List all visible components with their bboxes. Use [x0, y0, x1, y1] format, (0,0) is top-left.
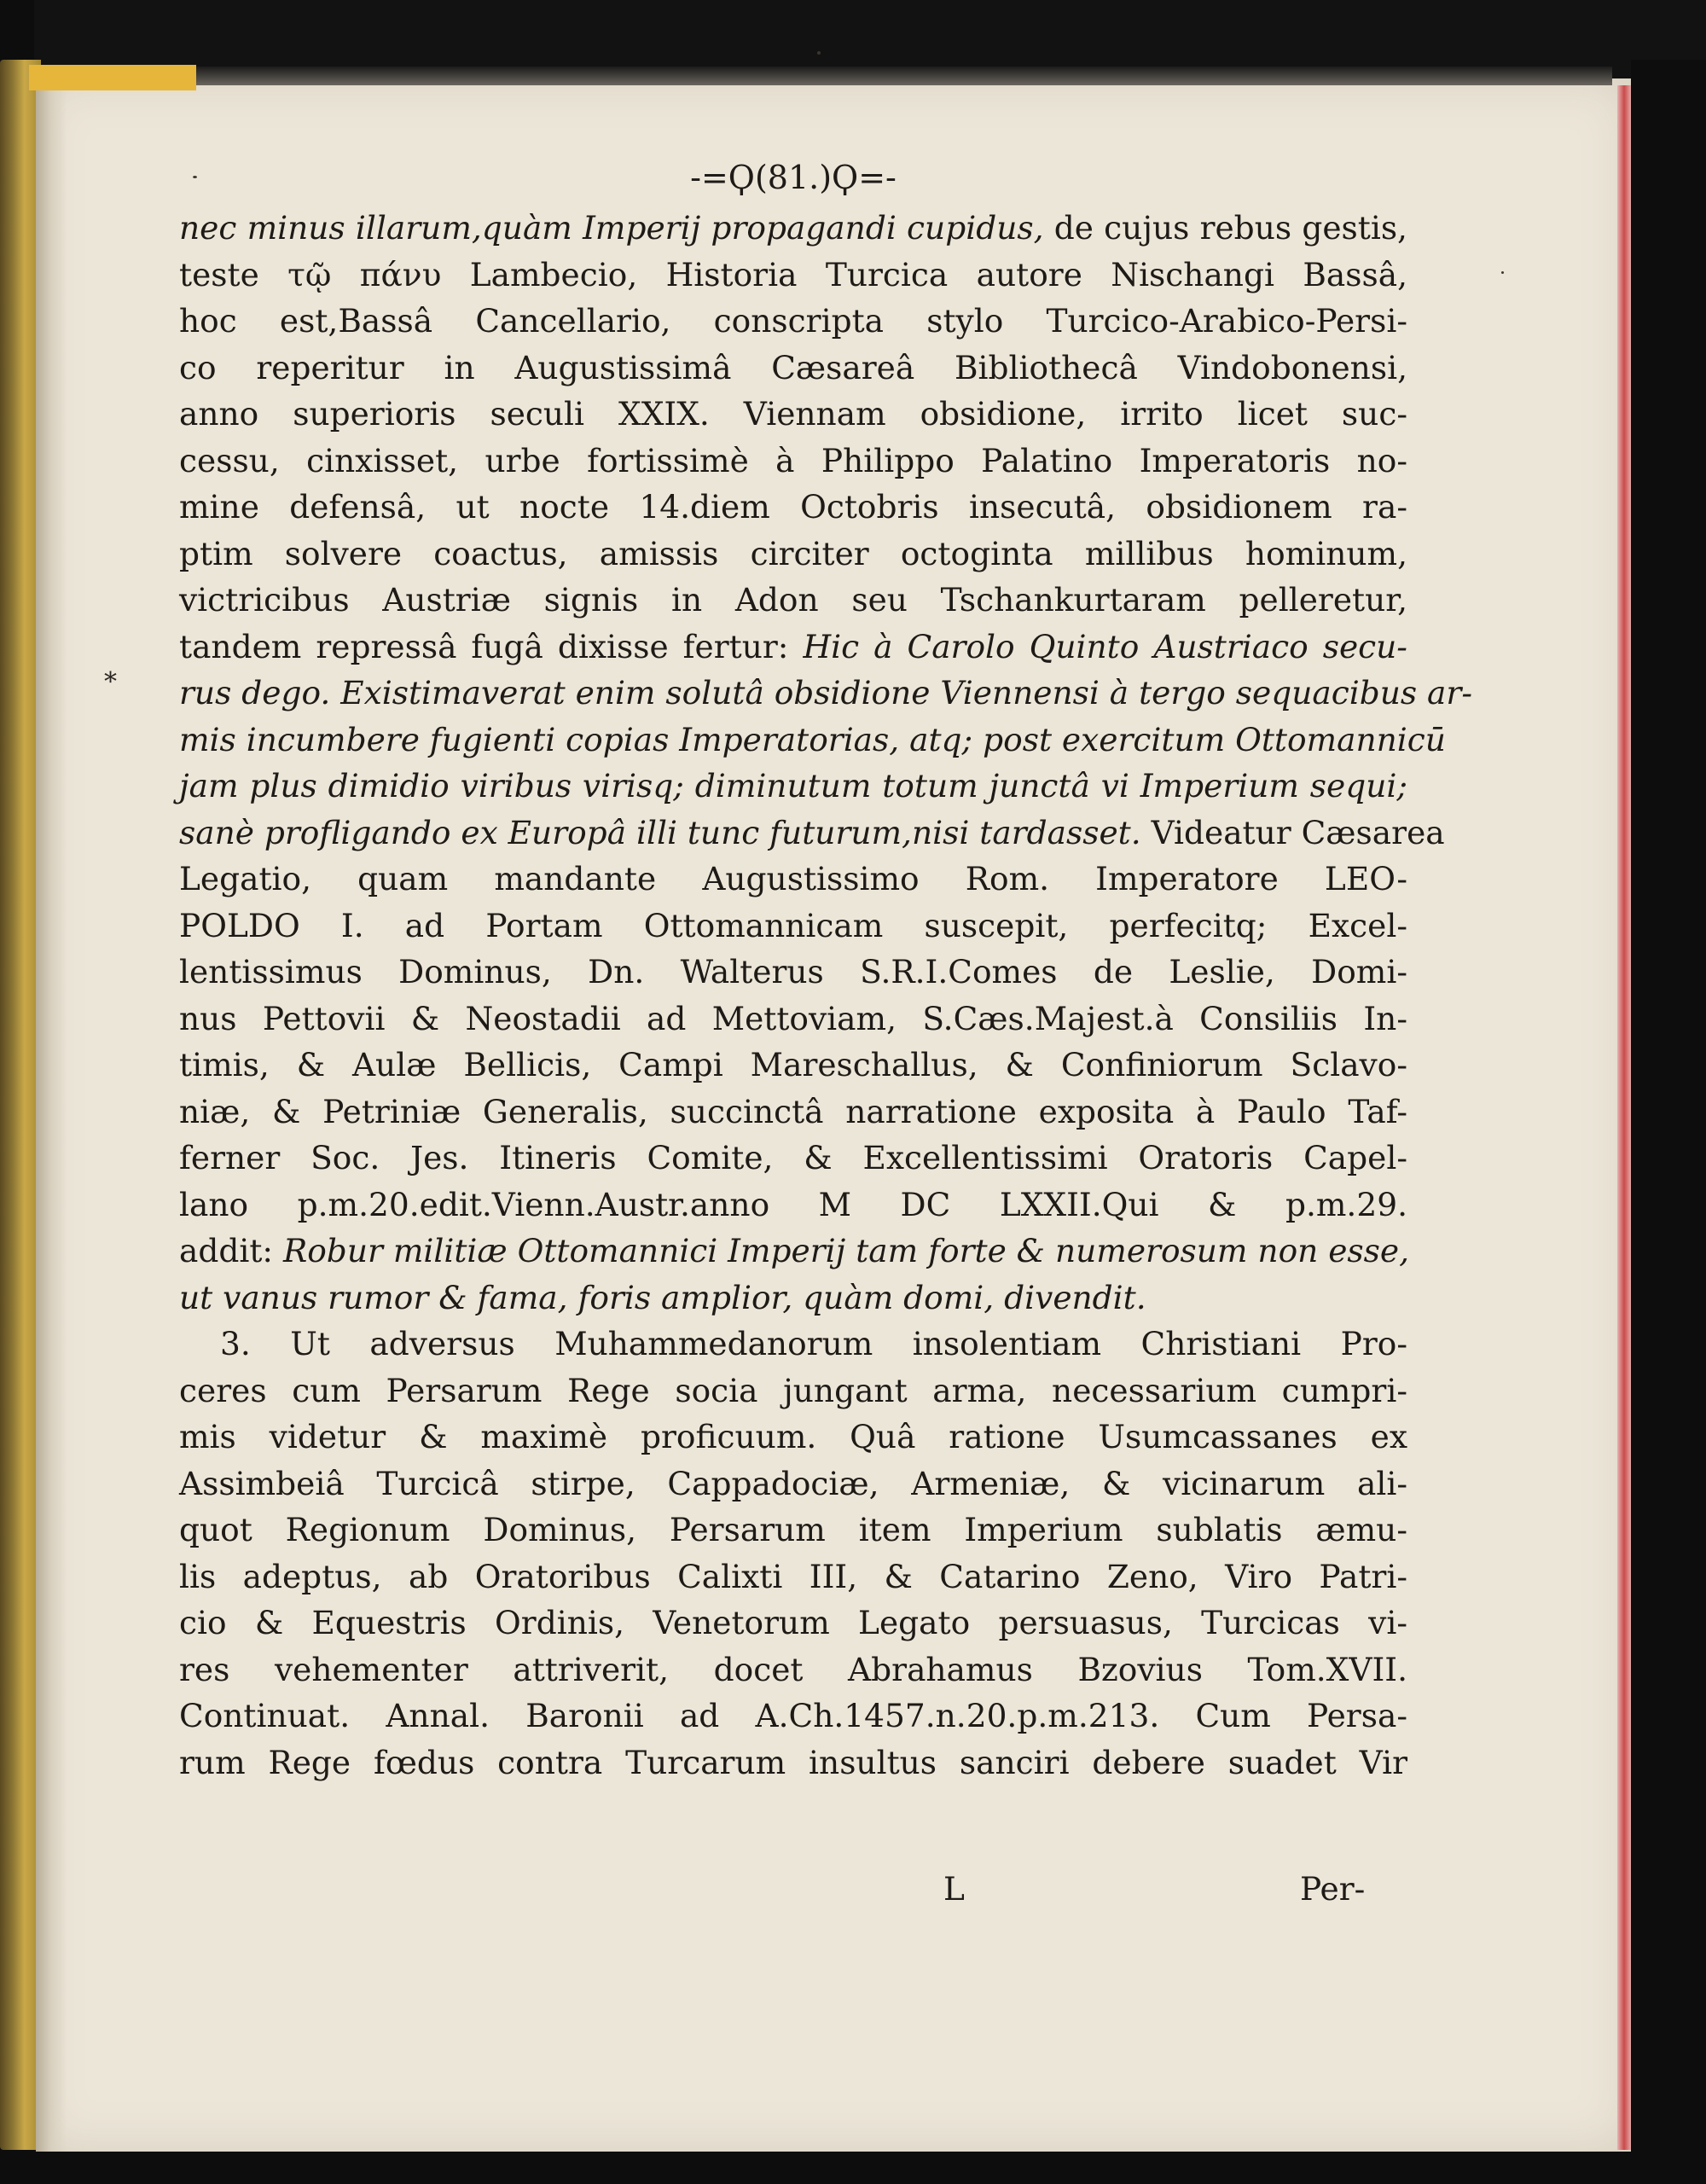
italic-text: mis incumbere fugienti copias Imperatorias, atq; post exercitum Ottomannicū: [179, 720, 1446, 758]
text-line: [179, 1089, 1407, 1136]
text-line: [179, 1461, 1407, 1507]
italic-text: Hic à Carolo Quinto Austriaco secu-: [803, 627, 1407, 665]
roman-text: anno superioris seculi XXIX. Viennam obsidione, irrito licet suc-: [179, 395, 1407, 433]
roman-text: addit:: [179, 1232, 283, 1269]
red-page-edge: [1617, 85, 1631, 2150]
roman-text: ptim solvere coactus, amissis circiter octoginta millibus hominum,: [179, 534, 1407, 572]
roman-text: ceres cum Persarum Rege socia jungant arma, necessarium cumpri-: [179, 1371, 1407, 1409]
roman-text: teste τῷ πάνυ Lambecio, Historia Turcica autore Nischangi Bassâ,: [179, 255, 1407, 293]
text-line: [179, 1414, 1407, 1461]
text-line: [179, 1182, 1407, 1228]
text-line: [179, 1554, 1407, 1600]
background-right: [1631, 60, 1706, 2184]
text-line: [179, 670, 1472, 717]
roman-text: hoc est,Bassâ Cancellario, conscripta stylo Turcico-Arabico-Persi-: [179, 302, 1407, 340]
italic-text: Robur militiæ Ottomannici Imperij tam forte & numerosum non esse,: [283, 1232, 1410, 1269]
italic-text: nec minus illarum,quàm Imperij propagandi cupidus,: [179, 209, 1044, 247]
text-line: [179, 531, 1407, 578]
roman-text: niæ, & Petriniæ Generalis, succinctâ narratione exposita à Paulo Taf-: [179, 1092, 1407, 1130]
roman-text: co reperitur in Augustissimâ Cæsareâ Bibliothecâ Vindobonensi,: [179, 348, 1407, 386]
text-line: [179, 577, 1407, 624]
roman-text: de cujus rebus gestis,: [1043, 209, 1407, 247]
text-line: [179, 717, 1446, 764]
text-line: [179, 996, 1407, 1043]
roman-text: tandem repressâ fugâ dixisse fertur:: [179, 627, 804, 665]
roman-text: Assimbeiâ Turcicâ stirpe, Cappadociæ, Armeniæ, & vicinarum ali-: [179, 1464, 1407, 1502]
text-line: [179, 1135, 1407, 1182]
text-line: [179, 1275, 1407, 1321]
roman-text: cio & Equestris Ordinis, Venetorum Legato persuasus, Turcicas vi-: [179, 1604, 1407, 1641]
signature-mark: L: [943, 1870, 965, 1908]
roman-text: cessu, cinxisset, urbe fortissimè à Philippo Palatino Imperatoris no-: [179, 441, 1407, 479]
roman-text: nus Pettovii & Neostadii ad Mettoviam, S.Cæs.Majest.à Consiliis In-: [179, 999, 1407, 1037]
page-gutter: [36, 78, 67, 2152]
italic-text: sanè profligando ex Europâ illi tunc futurum,nisi tardasset.: [179, 813, 1141, 851]
book-edge-left: [0, 60, 41, 2150]
roman-text: res vehementer attriverit, docet Abrahamus Bzovius Tom.XVII.: [179, 1650, 1407, 1688]
text-line: [179, 1228, 1410, 1275]
roman-text: lis adeptus, ab Oratoribus Calixti III, & Catarino Zeno, Viro Patri-: [179, 1557, 1407, 1595]
text-line: [179, 1507, 1407, 1554]
text-line: [179, 949, 1407, 996]
text-line: [179, 1600, 1407, 1647]
roman-text: ferner Soc. Jes. Itineris Comite, & Excellentissimi Oratoris Capel-: [179, 1139, 1407, 1176]
text-line: [179, 252, 1407, 299]
roman-text: victricibus Austriæ signis in Adon seu Tschankurtaram pelleretur,: [179, 581, 1407, 619]
ink-speck: [1501, 271, 1504, 274]
text-line: [179, 345, 1407, 392]
italic-text: jam plus dimidio viribus virisq; diminutum totum junctâ vi Imperium sequi;: [179, 767, 1407, 804]
text-line: [179, 624, 1407, 671]
text-line: [179, 1647, 1407, 1693]
roman-text: quot Regionum Dominus, Persarum item Imperium sublatis æmu-: [179, 1511, 1407, 1548]
ink-speck: [817, 51, 821, 55]
page-number-header: -=Ϙ(81.)Ϙ=-: [690, 159, 897, 196]
margin-asterisk: *: [104, 667, 117, 697]
text-line: [179, 1368, 1407, 1414]
text-line: [179, 856, 1407, 903]
text-line: [179, 438, 1407, 485]
text-line: [179, 1693, 1407, 1740]
roman-text: Legatio, quam mandante Augustissimo Rom. Imperatore LEO-: [179, 860, 1407, 897]
roman-text: Videatur Cæsarea: [1140, 813, 1445, 851]
text-line: [179, 810, 1445, 857]
italic-text: rus dego. Existimaverat enim solutâ obsidione Viennensi à tergo sequacibus ar-: [179, 674, 1472, 712]
roman-text: lentissimus Dominus, Dn. Walterus S.R.I.Comes de Leslie, Domi-: [179, 953, 1407, 990]
top-yellow-tab: [29, 65, 196, 90]
text-line: [179, 298, 1407, 345]
roman-text: lano p.m.20.edit.Vienn.Austr.anno M DC LXXII.Qui & p.m.29.: [179, 1185, 1407, 1223]
top-shadow: [196, 67, 1612, 85]
catchword: Per-: [1300, 1870, 1366, 1908]
roman-text: rum Rege fœdus contra Turcarum insultus sanciri debere suadet Vir: [179, 1743, 1407, 1781]
roman-text: POLDO I. ad Portam Ottomannicam suscepit, perfecitq; Excel-: [179, 906, 1407, 944]
roman-text: timis, & Aulæ Bellicis, Campi Mareschallus, & Confiniorum Sclavo-: [179, 1046, 1407, 1083]
background-bottom: [0, 2152, 1706, 2184]
body-text: [179, 205, 1472, 1786]
text-line: [179, 484, 1407, 531]
roman-text: 3. Ut adversus Muhammedanorum insolentiam Christiani Pro-: [220, 1325, 1407, 1362]
text-line: [179, 903, 1407, 950]
text-line: [179, 1042, 1407, 1089]
roman-text: mine defensâ, ut nocte 14.diem Octobris insecutâ, obsidionem ra-: [179, 488, 1407, 526]
text-line: [179, 205, 1407, 252]
roman-text: Continuat. Annal. Baronii ad A.Ch.1457.n.20.p.m.213. Cum Persa-: [179, 1697, 1407, 1734]
text-line: [179, 1740, 1407, 1786]
italic-text: ut vanus rumor & fama, foris amplior, quàm domi, divendit.: [179, 1278, 1146, 1316]
roman-text: mis videtur & maximè proficuum. Quâ ratione Usumcassanes ex: [179, 1418, 1407, 1455]
text-line: [179, 1321, 1407, 1368]
text-line: [179, 763, 1407, 810]
text-line: [179, 391, 1407, 438]
